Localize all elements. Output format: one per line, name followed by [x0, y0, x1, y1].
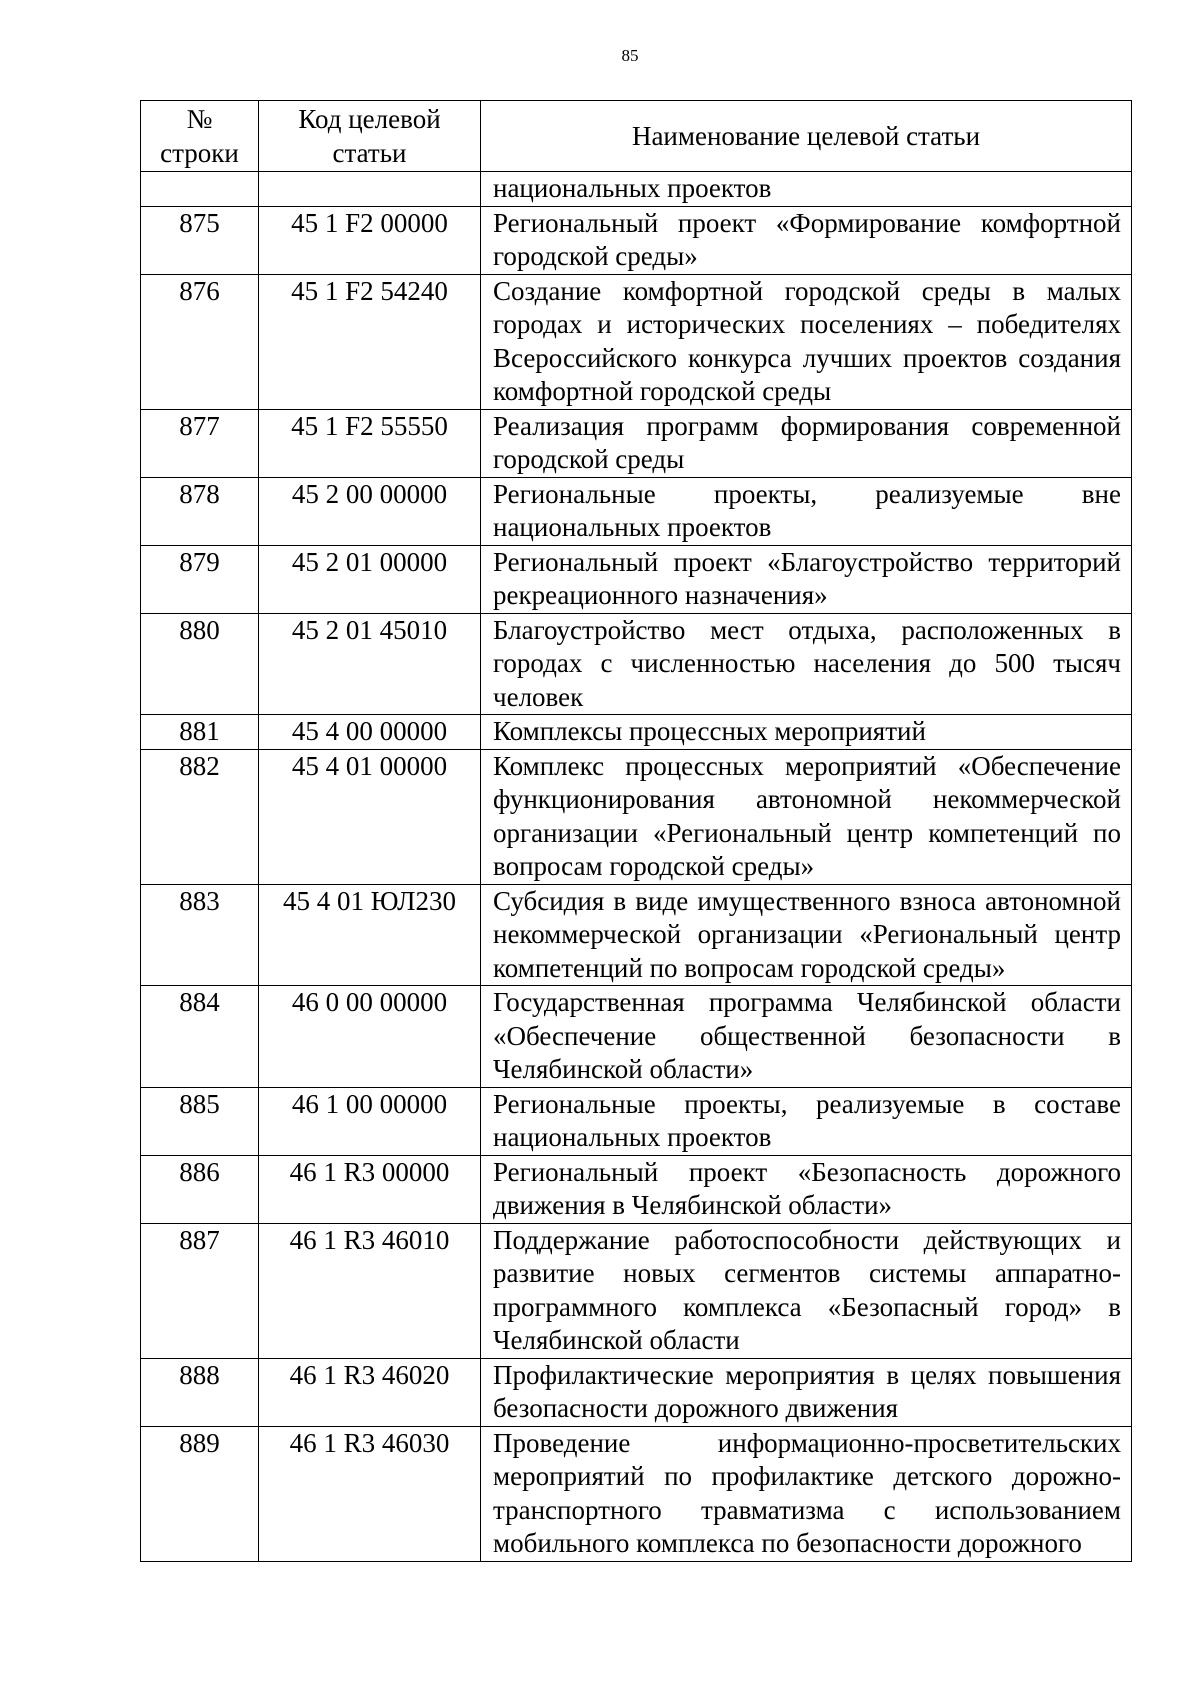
row-number-cell	[141, 172, 259, 207]
table-row	[141, 172, 1132, 207]
row-number-cell: 885	[141, 1087, 259, 1155]
name-cell: Субсидия в виде имущественного взноса автономной некоммерческой организации «Региональный центр компетенций по вопросам городской среды»	[481, 884, 1132, 986]
name-cell: Региональный проект «Безопасность дорожного движения в Челябинской области»	[481, 1155, 1132, 1223]
header-name: Наименование целевой статьи	[481, 101, 1132, 172]
row-number-cell: 889	[141, 1426, 259, 1561]
table-row	[141, 1087, 1132, 1155]
name-cell: Комплексы процессных мероприятий	[481, 715, 1132, 750]
table-row	[141, 884, 1132, 986]
name-cell: Государственная программа Челябинской области «Обеспечение общественной безопасности в Челябинской области»	[481, 986, 1132, 1088]
row-number-cell: 883	[141, 884, 259, 986]
name-cell: Реализация программ формирования современной городской среды	[481, 409, 1132, 477]
table-row	[141, 1155, 1132, 1223]
row-number-cell: 879	[141, 545, 259, 613]
table-row	[141, 1223, 1132, 1358]
name-cell: Региональный проект «Формирование комфортной городской среды»	[481, 206, 1132, 274]
row-number-cell: 881	[141, 715, 259, 750]
table-row	[141, 477, 1132, 545]
row-number-cell: 875	[141, 206, 259, 274]
code-cell: 46 1 00 00000	[259, 1087, 481, 1155]
table-row	[141, 545, 1132, 613]
row-number-cell: 882	[141, 749, 259, 884]
code-cell: 45 4 01 00000	[259, 749, 481, 884]
code-cell: 45 1 F2 55550	[259, 409, 481, 477]
page-number: 85	[621, 46, 639, 65]
name-cell: Поддержание работоспособности действующих и развитие новых сегментов системы аппаратно-программного комплекса «Безопасный город» в Челябинской области	[481, 1223, 1132, 1358]
table-row	[141, 1426, 1132, 1561]
code-cell: 45 1 F2 00000	[259, 206, 481, 274]
code-cell: 46 1 R3 46010	[259, 1223, 481, 1358]
name-cell: Региональный проект «Благоустройство территорий рекреационного назначения»	[481, 545, 1132, 613]
code-cell: 45 4 00 00000	[259, 715, 481, 750]
code-cell: 46 1 R3 46020	[259, 1358, 481, 1426]
code-cell	[259, 172, 481, 207]
name-cell: Благоустройство мест отдыха, расположенных в городах с численностью населения до 500 тысяч человек	[481, 613, 1132, 715]
table-row	[141, 749, 1132, 884]
header-code: Код целевой статьи	[259, 101, 481, 172]
table-row	[141, 715, 1132, 750]
name-cell: Проведение информационно-просветительских мероприятий по профилактике детского дорожно-транспортного травматизма с использованием мобильного комплекса по безопасности дорожного	[481, 1426, 1132, 1561]
table-row	[141, 613, 1132, 715]
name-cell: Региональные проекты, реализуемые вне национальных проектов	[481, 477, 1132, 545]
code-cell: 45 2 01 00000	[259, 545, 481, 613]
code-cell: 45 2 01 45010	[259, 613, 481, 715]
table-row	[141, 409, 1132, 477]
row-number-cell: 888	[141, 1358, 259, 1426]
name-cell: Региональные проекты, реализуемые в составе национальных проектов	[481, 1087, 1132, 1155]
name-cell: национальных проектов	[481, 172, 1132, 207]
code-cell: 46 1 R3 46030	[259, 1426, 481, 1561]
row-number-cell: 878	[141, 477, 259, 545]
code-cell: 45 1 F2 54240	[259, 274, 481, 409]
code-cell: 46 1 R3 00000	[259, 1155, 481, 1223]
name-cell: Создание комфортной городской среды в малых городах и исторических поселениях – победителях Всероссийского конкурса лучших проектов создания комфортной городской среды	[481, 274, 1132, 409]
row-number-cell: 877	[141, 409, 259, 477]
table-row	[141, 274, 1132, 409]
name-cell: Профилактические мероприятия в целях повышения безопасности дорожного движения	[481, 1358, 1132, 1426]
target-articles-table	[140, 100, 1132, 1562]
row-number-cell: 884	[141, 986, 259, 1088]
table-header-row	[141, 101, 1132, 172]
header-row-number: № строки	[141, 101, 259, 172]
row-number-cell: 887	[141, 1223, 259, 1358]
row-number-cell: 880	[141, 613, 259, 715]
code-cell: 46 0 00 00000	[259, 986, 481, 1088]
code-cell: 45 2 00 00000	[259, 477, 481, 545]
table-row	[141, 1358, 1132, 1426]
table-row	[141, 986, 1132, 1088]
row-number-cell: 876	[141, 274, 259, 409]
code-cell: 45 4 01 ЮЛ230	[259, 884, 481, 986]
name-cell: Комплекс процессных мероприятий «Обеспечение функционирования автономной некоммерческой организации «Региональный центр компетенций по вопросам городской среды»	[481, 749, 1132, 884]
table-row	[141, 206, 1132, 274]
row-number-cell: 886	[141, 1155, 259, 1223]
